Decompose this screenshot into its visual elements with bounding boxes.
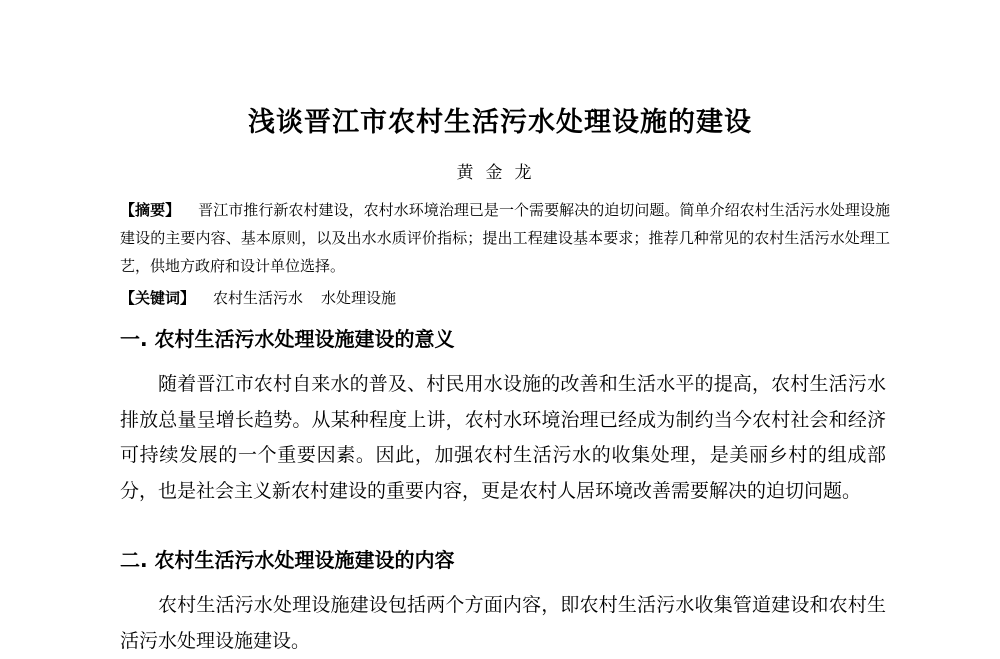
section-heading: 二. 农村生活污水处理设施建设的内容 <box>120 548 455 572</box>
section-paragraph: 随着晋江市农村自来水的普及、村民用水设施的改善和生活水平的提高，农村生活污水排放总量呈增长趋势。从某种程度上讲，农村水环境治理已经成为制约当今农村社会和经济可持续发展的一个重要因素。因此，加强农村生活污水的收集处理，是美丽乡村的组成部分，也是社会主义新农村建设的重要内容，更是农村人居环境改善需要解决的迫切问题。 <box>120 373 886 502</box>
keywords <box>120 284 414 312</box>
abstract-text: 晋江市推行新农村建设，农村水环境治理已是一个需要解决的迫切问题。简单介绍农村生活污水处理设施建设的主要内容、基本原则，以及出水水质评价指标；提出工程建设基本要求；推荐几种常见的农村生活污水处理工艺，供地方政府和设计单位选择。 <box>120 201 890 275</box>
abstract-label: 【摘要】 <box>120 201 181 219</box>
keyword-item: 水处理设施 <box>321 289 397 307</box>
abstract <box>120 196 890 280</box>
section-paragraph: 农村生活污水处理设施建设包括两个方面内容，即农村生活污水收集管道建设和农村生活污水处理设施建设。 <box>120 594 886 652</box>
section-heading: 一. 农村生活污水处理设施建设的意义 <box>120 327 455 351</box>
author-name: 黄金龙 <box>456 163 544 183</box>
keywords-label: 【关键词】 <box>120 289 196 307</box>
keyword-item: 农村生活污水 <box>213 289 304 307</box>
document-title: 浅谈晋江市农村生活污水处理设施的建设 <box>248 107 752 138</box>
